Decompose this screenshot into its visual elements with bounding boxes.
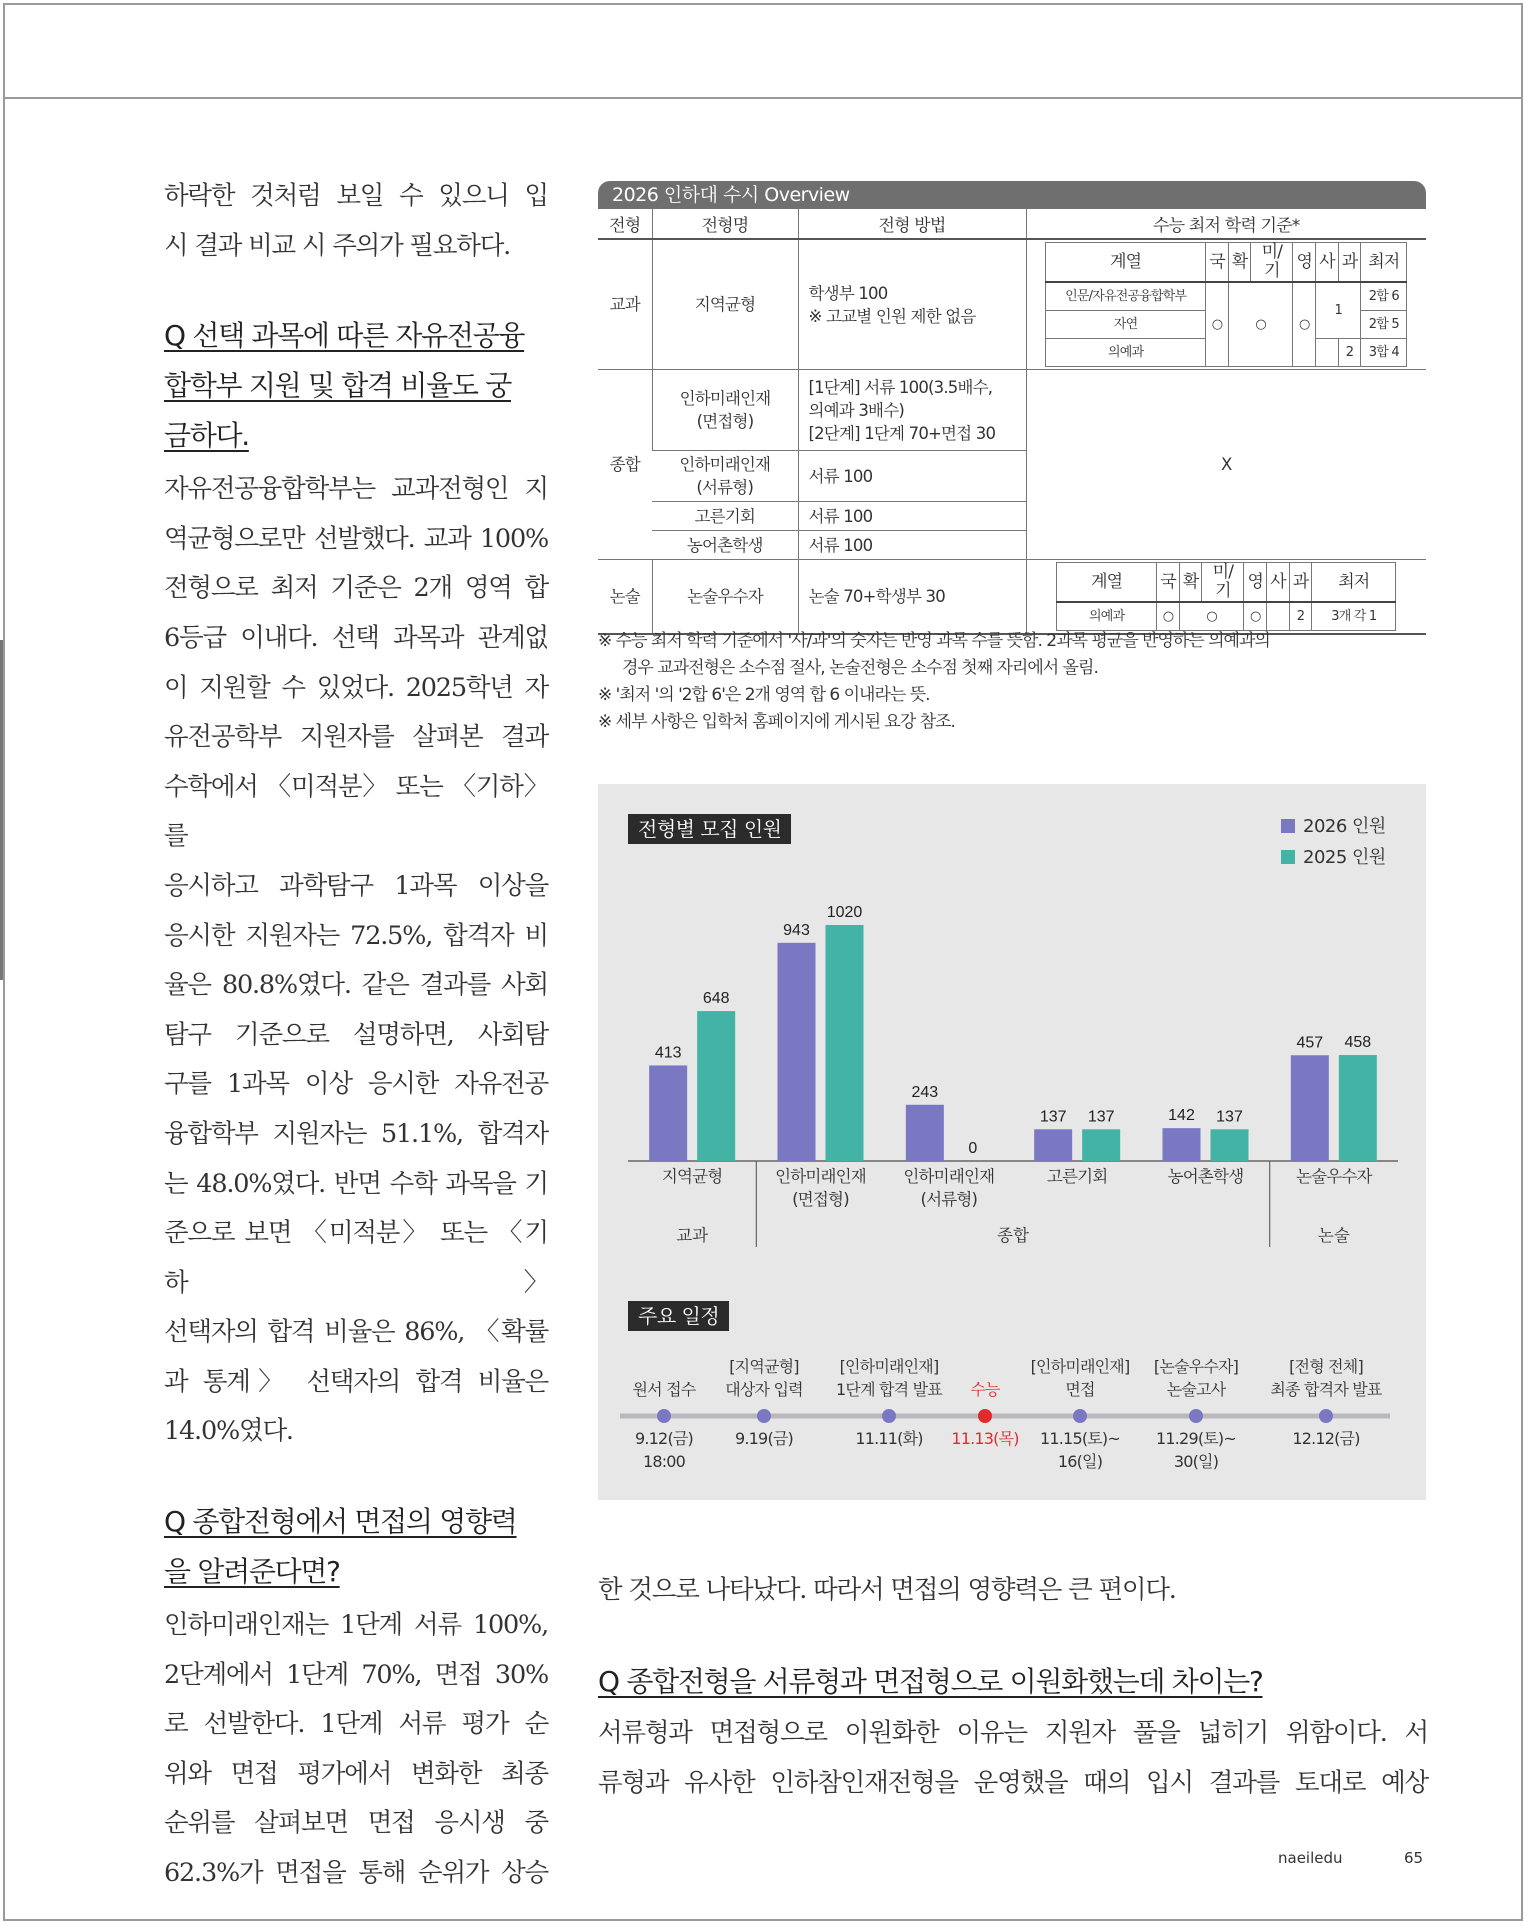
text-line: 수학에서 〈미적분〉 또는 〈기하〉를 <box>164 771 548 852</box>
row-nonsul <box>598 560 1426 635</box>
name-cell: 농어촌학생 <box>652 531 798 560</box>
method-cell <box>798 370 1026 451</box>
name-line: 인하미래인재 <box>679 455 771 474</box>
criteria-cell: X <box>1026 370 1426 560</box>
mini-mark: ○ <box>1293 282 1316 367</box>
q2-heading <box>164 1497 548 1597</box>
timeline-dot <box>1073 1409 1087 1423</box>
data-label: 142 <box>1168 1107 1195 1125</box>
header-rule <box>3 97 1523 99</box>
binding-mark <box>0 640 3 980</box>
bar <box>649 1065 687 1161</box>
mini-header: 사 <box>1267 563 1290 603</box>
mini-header: 최저 <box>1361 243 1407 283</box>
method-line: 의예과 3배수) <box>808 400 904 420</box>
mini-header: 사 <box>1316 243 1339 283</box>
text-line: 순위를 살펴보면 면접 응시생 중 <box>164 1808 548 1839</box>
mini-field: 의예과 <box>1057 602 1157 631</box>
text-line: 는 48.0%였다. 반면 수학 과목을 기 <box>164 1168 548 1199</box>
data-label: 413 <box>654 1044 682 1062</box>
criteria-cell <box>1026 239 1426 370</box>
continuation-text: 한 것으로 나타났다. 따라서 면접의 영향력은 큰 편이다. <box>598 1575 1176 1605</box>
chart-panel <box>598 784 1426 1500</box>
q2-body <box>164 1601 548 1899</box>
name-cell: 지역균형 <box>652 239 798 370</box>
q1-body <box>164 465 548 1457</box>
event-date: 16(일) <box>1057 1452 1103 1471</box>
text-line: 6등급 이내다. 선택 과목과 관계없 <box>164 622 548 653</box>
mini-header: 영 <box>1244 563 1267 603</box>
note-line: 경우 교과전형은 소수점 절사, 논술전형은 소수점 첫째 자리에서 올림. <box>622 658 1098 678</box>
bar <box>1163 1128 1201 1161</box>
bar-chart <box>598 784 1426 1500</box>
category-label: 인하미래인재 <box>775 1167 866 1186</box>
group-label: 논술 <box>1317 1226 1350 1245</box>
text-line: 율은 80.8%였다. 같은 결과를 사회 <box>164 970 548 1001</box>
mini-header: 과 <box>1289 563 1312 603</box>
name-line: (면접형) <box>696 412 754 431</box>
text-line: 자유전공융합학부는 교과전형인 지 <box>164 474 548 505</box>
row-jonghap-1 <box>598 370 1426 451</box>
mini-header: 계열 <box>1046 243 1206 283</box>
text-line: 하락한 것처럼 보일 수 있으니 입 <box>164 181 548 211</box>
bar <box>826 925 864 1161</box>
note-line: ※ '최저 '의 '2합 6'은 2개 영역 합 6 이내라는 뜻. <box>598 685 930 705</box>
timeline-dot <box>1189 1409 1203 1423</box>
data-label: 137 <box>1039 1108 1067 1126</box>
event-date: 11.15(토)~ <box>1040 1429 1120 1448</box>
mini-count: 2 <box>1289 602 1312 631</box>
event-label: 논술고사 <box>1166 1380 1226 1399</box>
name-cell: 고른기회 <box>652 502 798 531</box>
event-label: [전형 전체] <box>1289 1357 1363 1376</box>
text-line: 인하미래인재는 1단계 서류 100%, <box>164 1610 548 1641</box>
text-line: 전형으로 최저 기준은 2개 영역 합 <box>164 573 548 604</box>
text-line: 로 선발한다. 1단계 서류 평가 순 <box>164 1709 548 1740</box>
bar <box>697 1011 735 1161</box>
event-date: 9.12(금) <box>635 1429 693 1448</box>
event-date: 18:00 <box>642 1452 686 1471</box>
data-label: 137 <box>1216 1108 1243 1126</box>
mini-field: 인문/자유전공융합학부 <box>1046 282 1206 311</box>
mini-mark: ○ <box>1157 602 1180 631</box>
method-cell: 서류 100 <box>798 502 1026 531</box>
timeline-dot <box>1319 1409 1333 1423</box>
mini-min: 3합 4 <box>1361 339 1407 367</box>
mini-min: 2합 5 <box>1361 311 1407 339</box>
category-label: 인하미래인재 <box>903 1167 995 1186</box>
category-label: 논술우수자 <box>1295 1167 1372 1186</box>
data-label: 457 <box>1296 1034 1324 1052</box>
data-label: 0 <box>968 1140 978 1157</box>
text-line: 역균형으로만 선발했다. 교과 100% <box>164 523 548 554</box>
bar <box>1082 1129 1120 1161</box>
note-line: ※ 세부 사항은 입학처 홈페이지에 게시된 요강 참조. <box>598 712 955 732</box>
event-label: 수능 <box>970 1380 1000 1399</box>
event-date: 11.13(목) <box>951 1429 1019 1448</box>
event-label: 최종 합격자 발표 <box>1270 1380 1382 1399</box>
text-line: 금하다. <box>164 419 249 453</box>
event-label: [인하미래인재] <box>1030 1357 1130 1376</box>
method-cell <box>798 239 1026 370</box>
text-line: 선택자의 합격 비율은 86%, 〈확률 <box>164 1317 548 1348</box>
mini-header: 과 <box>1338 243 1361 283</box>
legend-label: 2025 인원 <box>1303 847 1386 868</box>
mini-mark: ○ <box>1228 282 1293 367</box>
header-cell: 수능 최저 학력 기준* <box>1026 209 1426 239</box>
data-label: 943 <box>783 921 810 939</box>
text-line: 위와 면접 평가에서 변화한 최종 <box>164 1758 548 1789</box>
event-label: [논술우수자] <box>1153 1357 1239 1376</box>
text-line: 62.3%가 면접을 통해 순위가 상승 <box>164 1858 548 1889</box>
method-line: 학생부 100 <box>808 283 888 303</box>
text-line: 탐구 기준으로 설명하면, 사회탐 <box>164 1019 548 1050</box>
method-cell: 논술 70+학생부 30 <box>798 560 1026 635</box>
text-line: 이 지원할 수 있었다. 2025학년 자 <box>164 672 548 703</box>
overview-notes <box>598 628 1428 736</box>
mini-count: 1 <box>1316 282 1361 339</box>
q3-body <box>598 1709 1428 1808</box>
method-line: ※ 고교별 인원 제한 없음 <box>808 306 976 326</box>
q3-heading: Q 종합전형을 서류형과 면접형으로 이원화했는데 차이는? <box>598 1665 1263 1698</box>
data-label: 648 <box>702 990 730 1008</box>
event-label: 대상자 입력 <box>725 1380 803 1399</box>
text-line: 구를 1과목 이상 응시한 자유전공 <box>164 1069 548 1100</box>
method-line: [2단계] 1단계 70+면접 30 <box>808 423 996 443</box>
timeline-dot <box>978 1409 992 1423</box>
bar <box>1034 1129 1072 1161</box>
note-line: ※ 수능 최저 학력 기준에서 '사/과'의 숫자는 반영 과목 수를 뜻함. 2과목 평균을 반영하는 의예과의 <box>598 631 1270 651</box>
event-label: 1단계 합격 발표 <box>836 1380 942 1399</box>
method-cell: 서류 100 <box>798 531 1026 560</box>
name-cell <box>652 451 798 502</box>
text-line: 시 결과 비교 시 주의가 필요하다. <box>164 230 511 261</box>
text-line: 응시한 지원자는 72.5%, 합격자 비 <box>164 920 548 951</box>
group-label: 종합 <box>997 1226 1029 1245</box>
event-date: 12.12(금) <box>1292 1429 1360 1448</box>
category-label: 지역균형 <box>661 1167 723 1186</box>
schedule-title: 주요 일정 <box>628 1301 729 1331</box>
mini-field: 자연 <box>1046 311 1206 339</box>
row-gyogwa <box>598 239 1426 370</box>
mini-header: 확 <box>1228 243 1251 283</box>
text-line: 14.0%였다. <box>164 1416 293 1447</box>
criteria-cell <box>1026 560 1426 635</box>
bar <box>1339 1055 1377 1161</box>
text-line: 2단계에서 1단계 70%, 면접 30% <box>164 1659 548 1690</box>
name-line: (서류형) <box>696 478 754 497</box>
category-label: (면접형) <box>792 1190 849 1209</box>
event-date: 11.29(토)~ <box>1156 1429 1236 1448</box>
header-cell: 전형명 <box>652 209 798 239</box>
mini-header: 미/기 <box>1202 563 1244 603</box>
header-cell: 전형 방법 <box>798 209 1026 239</box>
intro-paragraph <box>164 172 548 271</box>
name-line: 인하미래인재 <box>679 389 771 408</box>
data-label: 243 <box>911 1083 939 1101</box>
q1-heading <box>164 311 548 461</box>
text-line: 과 통계〉 선택자의 합격 비율은 <box>164 1366 548 1397</box>
bar <box>1291 1055 1329 1161</box>
group-label: 교과 <box>676 1226 709 1245</box>
category-label: 고른기회 <box>1046 1167 1108 1186</box>
type-cell: 종합 <box>598 370 652 560</box>
overview-table <box>598 209 1426 635</box>
mini-empty <box>1267 602 1290 631</box>
event-date: 11.11(화) <box>855 1429 923 1448</box>
criteria-mini-table <box>1045 242 1407 367</box>
event-label: [인하미래인재] <box>839 1357 939 1376</box>
type-cell: 논술 <box>598 560 652 635</box>
event-label: 면접 <box>1065 1380 1095 1399</box>
name-cell: 논술우수자 <box>652 560 798 635</box>
q3-body-line: 류형과 유사한 인하참인재전형을 운영했을 때의 입시 결과를 토대로 예상 <box>598 1767 1428 1798</box>
event-label: 원서 접수 <box>632 1380 696 1399</box>
category-label: 농어촌학생 <box>1167 1167 1244 1186</box>
legend-label: 2026 인원 <box>1303 816 1386 837</box>
mini-mark: ○ <box>1244 602 1267 631</box>
footer-brand: naeiledu <box>1278 1849 1343 1867</box>
bar <box>1211 1129 1249 1161</box>
data-label: 458 <box>1344 1034 1372 1052</box>
text-line: Q 종합전형에서 면접의 영향력 <box>164 1505 517 1539</box>
data-label: 137 <box>1087 1108 1115 1126</box>
method-cell: 서류 100 <box>798 451 1026 502</box>
text-line: 유전공학부 지원자를 살펴본 결과 <box>164 722 548 753</box>
mini-mark: ○ <box>1179 602 1244 631</box>
mini-empty <box>1316 339 1339 367</box>
mini-field: 의예과 <box>1046 339 1206 367</box>
event-date: 30(일) <box>1173 1452 1219 1471</box>
overview-header-row <box>598 209 1426 239</box>
mini-count: 2 <box>1338 339 1361 367</box>
text-line: 융합학부 지원자는 51.1%, 합격자 <box>164 1118 548 1149</box>
text-line: 합학부 지원 및 합격 비율도 궁 <box>164 369 511 403</box>
category-label: (서류형) <box>920 1190 978 1209</box>
timeline-dot <box>657 1409 671 1423</box>
event-date: 9.19(금) <box>735 1429 793 1448</box>
chart-title: 전형별 모집 인원 <box>628 814 791 844</box>
timeline-dot <box>882 1409 896 1423</box>
mini-header: 국 <box>1206 243 1229 283</box>
method-line: [1단계] 서류 100(3.5배수, <box>808 377 993 397</box>
bar <box>778 943 816 1161</box>
timeline-dot <box>757 1409 771 1423</box>
mini-header: 국 <box>1157 563 1180 603</box>
mini-header: 계열 <box>1057 563 1157 603</box>
mini-header: 영 <box>1293 243 1316 283</box>
name-cell <box>652 370 798 451</box>
criteria-mini-table-nonsul <box>1056 562 1396 631</box>
event-label: [지역균형] <box>729 1357 799 1376</box>
header-cell: 전형 <box>598 209 652 239</box>
left-column <box>164 172 548 1899</box>
mini-header: 확 <box>1179 563 1202 603</box>
mini-mark: ○ <box>1206 282 1229 367</box>
text-line: Q 선택 과목에 따른 자유전공융 <box>164 319 525 353</box>
text-line: 응시하고 과학탐구 1과목 이상을 <box>164 870 548 901</box>
type-cell: 교과 <box>598 239 652 370</box>
overview-title: 2026 인하대 수시 Overview <box>598 181 1426 209</box>
mini-header: 미/기 <box>1251 243 1293 283</box>
mini-min: 2합 6 <box>1361 282 1407 311</box>
bar <box>906 1105 944 1161</box>
mini-header: 최저 <box>1312 563 1396 603</box>
mini-min: 3개 각 1 <box>1312 602 1396 631</box>
text-line: 을 알려준다면? <box>164 1555 340 1589</box>
data-label: 1020 <box>826 904 863 921</box>
q3-body-line: 서류형과 면접형으로 이원화한 이유는 지원자 풀을 넓히기 위함이다. 서 <box>598 1718 1428 1748</box>
text-line: 준으로 보면 〈미적분〉 또는 〈기하〉 <box>164 1218 548 1298</box>
page-number: 65 <box>1404 1849 1424 1867</box>
